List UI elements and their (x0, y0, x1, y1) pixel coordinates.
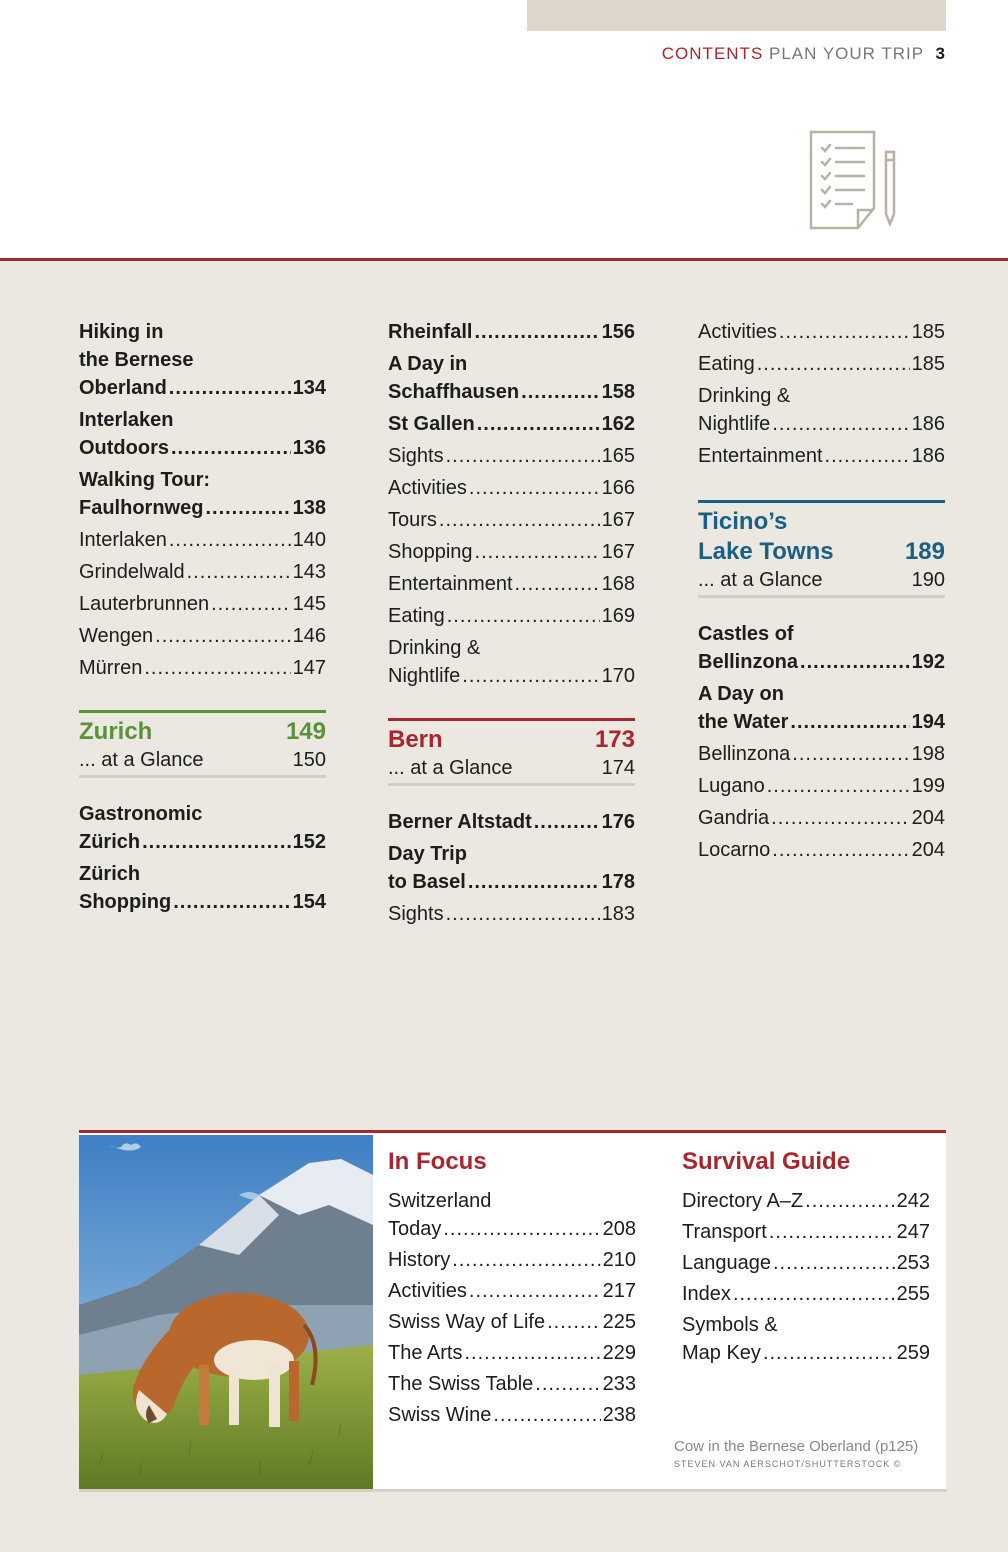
toc-entry[interactable] (388, 1401, 636, 1429)
toc-entry[interactable] (388, 840, 635, 896)
dot-leader (144, 654, 290, 682)
chapter-title: Lake Towns (698, 538, 834, 565)
toc-entry-title: Index (682, 1283, 731, 1305)
toc-entry-title: Activities (388, 1280, 467, 1302)
toc-entry-page: 185 (911, 321, 945, 343)
dot-leader (535, 1370, 600, 1398)
toc-entry[interactable] (388, 808, 635, 836)
dot-leader (211, 590, 291, 618)
toc-entry-row (698, 772, 945, 800)
toc-entry[interactable] (79, 318, 326, 402)
in-focus-heading: In Focus (388, 1148, 487, 1175)
toc-entry-page: 138 (292, 497, 326, 519)
toc-entry-title: Swiss Way of Life (388, 1311, 546, 1333)
at-a-glance-label: ... at a Glance (79, 749, 204, 771)
dot-leader (767, 772, 910, 800)
dot-leader (534, 808, 600, 836)
header-tab (527, 0, 946, 31)
toc-entry-title: Transport (682, 1221, 767, 1243)
toc-entry-row (79, 434, 326, 462)
survival-guide-heading: Survival Guide (682, 1148, 851, 1175)
dot-leader (205, 494, 290, 522)
toc-entry-title: Mürren (79, 657, 143, 679)
dot-leader (447, 602, 600, 630)
section-label: PLAN YOUR TRIP (769, 44, 924, 63)
toc-entry[interactable] (682, 1311, 930, 1367)
page-number: 3 (935, 44, 946, 63)
toc-entry-title: Grindelwald (79, 561, 185, 583)
toc-entry-title: The Arts (388, 1342, 463, 1364)
dot-leader (169, 374, 291, 402)
toc-entry-row (388, 1215, 636, 1243)
chapter-section-blue[interactable] (698, 500, 945, 598)
toc-entry-line: Walking Tour: (79, 469, 211, 491)
dot-leader (155, 622, 290, 650)
at-a-glance-row (698, 567, 945, 593)
toc-entry-page: 168 (601, 573, 635, 595)
dot-leader (173, 888, 290, 916)
toc-entry-title: Faulhornweg (79, 497, 204, 519)
toc-entry-row (698, 318, 945, 346)
toc-entry-row (388, 506, 635, 534)
toc-entry[interactable] (388, 538, 635, 566)
dot-leader (142, 828, 291, 856)
toc-entry[interactable] (79, 622, 326, 650)
toc-entry-page: 169 (601, 605, 635, 627)
toc-entry-page: 167 (601, 541, 635, 563)
dot-leader (790, 708, 909, 736)
at-a-glance-label: ... at a Glance (698, 569, 823, 591)
toc-entry[interactable] (388, 442, 635, 470)
chapter-title: Zurich (79, 718, 153, 745)
toc-entry-page: 143 (292, 561, 326, 583)
chapter-page: 173 (594, 726, 635, 753)
toc-entry-row (79, 828, 326, 856)
toc-entry[interactable] (79, 860, 326, 916)
toc-entry-row (388, 1401, 636, 1429)
toc-entry-row (79, 590, 326, 618)
at-a-glance-label: ... at a Glance (388, 757, 513, 779)
toc-entry-page: 165 (601, 445, 635, 467)
toc-entry-title: Entertainment (388, 573, 513, 595)
toc-entry-page: 140 (292, 529, 326, 551)
toc-entry-row (388, 808, 635, 836)
toc-entry[interactable] (388, 634, 635, 690)
toc-entry-row (79, 494, 326, 522)
running-head (662, 44, 946, 64)
toc-entry-page: 233 (602, 1373, 636, 1395)
toc-entry[interactable] (388, 1187, 636, 1243)
toc-entry-title: Rheinfall (388, 321, 473, 343)
photo-caption: Cow in the Bernese Oberland (p125) (674, 1438, 919, 1455)
toc-entry-page: 186 (911, 413, 945, 435)
toc-entry-title: Entertainment (698, 445, 823, 467)
toc-entry-title: Eating (698, 353, 755, 375)
toc-entry-row (698, 740, 945, 768)
toc-entry-line: Switzerland (388, 1190, 492, 1212)
toc-entry-row (79, 654, 326, 682)
toc-entry-row (388, 442, 635, 470)
toc-entry-row (79, 374, 326, 402)
toc-entry[interactable] (79, 558, 326, 586)
chapter-section-green[interactable] (79, 710, 326, 778)
toc-entry-row (698, 350, 945, 378)
toc-entry-title: Berner Altstadt (388, 811, 532, 833)
toc-entry-row (388, 1370, 636, 1398)
toc-entry-page: 158 (601, 381, 635, 403)
toc-entry[interactable] (388, 350, 635, 406)
dot-leader (439, 506, 600, 534)
toc-entry-row (698, 804, 945, 832)
dot-leader (468, 868, 600, 896)
toc-entry[interactable] (698, 620, 945, 676)
toc-entry[interactable] (388, 602, 635, 630)
dot-leader (757, 350, 910, 378)
toc-entry-row (388, 474, 635, 502)
toc-entry[interactable] (698, 680, 945, 736)
toc-entry-row (388, 662, 635, 690)
toc-entry-title: History (388, 1249, 451, 1271)
toc-entry-page: 146 (292, 625, 326, 647)
toc-entry-title: Schaffhausen (388, 381, 520, 403)
photo-credit: STEVEN VAN AERSCHOT/SHUTTERSTOCK © (674, 1459, 902, 1469)
dot-leader (469, 1277, 601, 1305)
toc-entry-page: 178 (601, 871, 635, 893)
toc-entry-line: Castles of (698, 623, 794, 645)
toc-entry-line: the Bernese (79, 349, 194, 371)
toc-entry-title: Swiss Wine (388, 1404, 492, 1426)
toc-entry[interactable] (388, 410, 635, 438)
toc-entry-title: Lugano (698, 775, 765, 797)
toc-entry-page: 185 (911, 353, 945, 375)
chapter-heading (698, 537, 945, 567)
toc-entry-page: 186 (911, 445, 945, 467)
toc-column-2 (388, 318, 635, 932)
toc-entry-title: Sights (388, 903, 444, 925)
toc-entry-page: 167 (601, 509, 635, 531)
toc-entry-title: Locarno (698, 839, 771, 861)
toc-entry-row (79, 558, 326, 586)
toc-entry-page: 204 (911, 839, 945, 861)
toc-entry-row (388, 318, 635, 346)
toc-entry[interactable] (698, 804, 945, 832)
toc-entry[interactable] (79, 800, 326, 856)
toc-entry-page: 238 (602, 1404, 636, 1426)
toc-entry-line: A Day in (388, 353, 468, 375)
toc-entry-page: 259 (896, 1342, 930, 1364)
toc-entry-page: 198 (911, 743, 945, 765)
at-a-glance-page: 174 (601, 757, 635, 779)
toc-entry[interactable] (388, 570, 635, 598)
chapter-heading (388, 725, 635, 755)
toc-entry[interactable] (388, 1308, 636, 1336)
toc-entry-page: 152 (292, 831, 326, 853)
dot-leader (443, 1215, 600, 1243)
toc-entry-row (79, 622, 326, 650)
toc-entry-row (698, 708, 945, 736)
toc-entry-line: Drinking & (698, 385, 791, 407)
toc-entry[interactable] (388, 1339, 636, 1367)
toc-entry-page: 199 (911, 775, 945, 797)
toc-entry-page: 194 (911, 711, 945, 733)
toc-entry-title: Shopping (388, 541, 473, 563)
toc-entry-line: Symbols & (682, 1314, 778, 1336)
chapter-title: Ticino’s (698, 508, 788, 535)
dot-leader (825, 442, 910, 470)
toc-entry-title: Language (682, 1252, 771, 1274)
toc-entry-row (388, 602, 635, 630)
toc-entry-title: Gandria (698, 807, 770, 829)
toc-entry-title: Nightlife (388, 665, 461, 687)
dot-leader (171, 434, 291, 462)
toc-entry-line: Hiking in (79, 321, 164, 343)
toc-entry-page: 204 (911, 807, 945, 829)
toc-entry[interactable] (682, 1187, 930, 1215)
dot-leader (779, 318, 910, 346)
toc-entry-row (682, 1187, 930, 1215)
toc-entry-title: Eating (388, 605, 445, 627)
toc-entry-row (388, 1308, 636, 1336)
chapter-title-line (698, 507, 945, 537)
toc-entry-title: Bellinzona (698, 651, 799, 673)
toc-entry-title: Nightlife (698, 413, 771, 435)
toc-entry-line: Gastronomic (79, 803, 203, 825)
toc-entry[interactable] (79, 654, 326, 682)
toc-entry-row (698, 442, 945, 470)
toc-entry-line: Day Trip (388, 843, 467, 865)
toc-entry-row (388, 1277, 636, 1305)
toc-entry-row (388, 538, 635, 566)
dot-leader (547, 1308, 601, 1336)
page-top-band (0, 0, 1008, 260)
toc-entry-page: 176 (601, 811, 635, 833)
toc-entry-title: Oberland (79, 377, 167, 399)
dot-leader (446, 900, 600, 928)
toc-entry-page: 255 (896, 1283, 930, 1305)
toc-entry-row (388, 570, 635, 598)
toc-entry-title: The Swiss Table (388, 1373, 534, 1395)
toc-entry-line: Drinking & (388, 637, 481, 659)
bottom-divider (79, 1489, 946, 1492)
toc-entry-page: 225 (602, 1311, 636, 1333)
toc-entry-page: 183 (601, 903, 635, 925)
toc-entry-page: 229 (602, 1342, 636, 1364)
toc-entry[interactable] (698, 382, 945, 438)
toc-entry[interactable] (388, 474, 635, 502)
bottom-panel (79, 1130, 946, 1489)
dot-leader (446, 442, 600, 470)
toc-entry[interactable] (388, 1370, 636, 1398)
toc-entry-title: Outdoors (79, 437, 169, 459)
dot-leader (452, 1246, 600, 1274)
cow-photo (79, 1135, 373, 1489)
toc-entry[interactable] (388, 318, 635, 346)
toc-entry-title: Today (388, 1218, 442, 1240)
dot-leader (772, 410, 909, 438)
toc-entry[interactable] (698, 740, 945, 768)
dot-leader (493, 1401, 600, 1429)
toc-entry-title: Tours (388, 509, 437, 531)
dot-leader (800, 648, 910, 676)
toc-entry-title: to Basel (388, 871, 466, 893)
toc-entry-page: 156 (601, 321, 635, 343)
in-focus-column (388, 1147, 636, 1432)
chapter-section-red[interactable] (388, 718, 635, 786)
toc-entry-row (682, 1218, 930, 1246)
toc-entry[interactable] (682, 1280, 930, 1308)
dot-leader (474, 318, 599, 346)
toc-entry-title: Sights (388, 445, 444, 467)
at-a-glance-page: 190 (911, 569, 945, 591)
toc-entry-title: Shopping (79, 891, 172, 913)
dot-leader (169, 526, 291, 554)
toc-entry-row (682, 1249, 930, 1277)
toc-entry-row (698, 648, 945, 676)
dot-leader (805, 1187, 894, 1215)
toc-entry-row (388, 1339, 636, 1367)
dot-leader (475, 538, 600, 566)
toc-entry-page: 217 (602, 1280, 636, 1302)
toc-entry[interactable] (682, 1218, 930, 1246)
toc-entry-row (388, 378, 635, 406)
dot-leader (462, 662, 599, 690)
dot-leader (772, 836, 909, 864)
toc-entry-row (698, 836, 945, 864)
at-a-glance-row (79, 747, 326, 773)
dot-leader (469, 474, 600, 502)
toc-entry-row (682, 1280, 930, 1308)
toc-entry-row (388, 900, 635, 928)
dot-leader (477, 410, 600, 438)
toc-entry-row (388, 868, 635, 896)
toc-entry-row (388, 1246, 636, 1274)
toc-entry-page: 154 (292, 891, 326, 913)
toc-entry-page: 210 (602, 1249, 636, 1271)
toc-entry-title: St Gallen (388, 413, 475, 435)
toc-entry-title: Activities (698, 321, 777, 343)
header-divider (0, 258, 1008, 261)
dot-leader (515, 570, 600, 598)
toc-entry-page: 136 (292, 437, 326, 459)
chapter-title: Bern (388, 726, 443, 753)
toc-entry[interactable] (682, 1249, 930, 1277)
toc-entry-title: the Water (698, 711, 789, 733)
toc-entry-page: 162 (601, 413, 635, 435)
toc-entry[interactable] (698, 350, 945, 378)
toc-entry-row (682, 1339, 930, 1367)
toc-entry-row (79, 526, 326, 554)
toc-entry[interactable] (698, 772, 945, 800)
toc-entry[interactable] (698, 318, 945, 346)
toc-entry-page: 247 (896, 1221, 930, 1243)
checklist-document-icon (808, 128, 900, 236)
toc-entry[interactable] (79, 590, 326, 618)
toc-entry[interactable] (388, 506, 635, 534)
toc-entry[interactable] (388, 900, 635, 928)
survival-guide-column (682, 1147, 930, 1370)
toc-entry-page: 134 (292, 377, 326, 399)
at-a-glance-page: 150 (292, 749, 326, 771)
chapter-heading (79, 717, 326, 747)
dot-leader (769, 1218, 895, 1246)
toc-entry-title: Lauterbrunnen (79, 593, 210, 615)
dot-leader (763, 1339, 895, 1367)
toc-entry-title: Wengen (79, 625, 154, 647)
toc-entry-title: Bellinzona (698, 743, 791, 765)
toc-entry[interactable] (698, 836, 945, 864)
toc-column-1 (79, 318, 326, 920)
toc-entry-line: Zürich (79, 863, 141, 885)
toc-entry-page: 253 (896, 1252, 930, 1274)
toc-entry-page: 170 (601, 665, 635, 687)
toc-column-3 (698, 318, 945, 868)
toc-entry-line: Interlaken (79, 409, 174, 431)
toc-entry-title: Zürich (79, 831, 141, 853)
toc-entry-page: 166 (601, 477, 635, 499)
dot-leader (771, 804, 909, 832)
dot-leader (187, 558, 291, 586)
toc-entry[interactable] (388, 1246, 636, 1274)
toc-entry-page: 147 (292, 657, 326, 679)
toc-entry[interactable] (388, 1277, 636, 1305)
dot-leader (792, 740, 909, 768)
toc-entry-page: 208 (602, 1218, 636, 1240)
toc-entry-title: Directory A–Z (682, 1190, 804, 1212)
toc-entry-page: 145 (292, 593, 326, 615)
toc-entry[interactable] (79, 526, 326, 554)
dot-leader (733, 1280, 895, 1308)
toc-entry-page: 242 (896, 1190, 930, 1212)
chapter-page: 189 (904, 538, 945, 565)
dot-leader (773, 1249, 895, 1277)
toc-entry-title: Interlaken (79, 529, 167, 551)
toc-entry-row (388, 410, 635, 438)
toc-entry-row (698, 410, 945, 438)
contents-label: CONTENTS (661, 44, 764, 63)
toc-entry-title: Map Key (682, 1342, 761, 1364)
toc-entry-page: 192 (911, 651, 945, 673)
at-a-glance-row (388, 755, 635, 781)
toc-entry[interactable] (79, 406, 326, 462)
toc-entry[interactable] (79, 466, 326, 522)
toc-entry-line: A Day on (698, 683, 784, 705)
dot-leader (464, 1339, 600, 1367)
chapter-page: 149 (285, 718, 326, 745)
toc-entry-row (79, 888, 326, 916)
toc-entry[interactable] (698, 442, 945, 470)
dot-leader (521, 378, 599, 406)
toc-entry-title: Activities (388, 477, 467, 499)
